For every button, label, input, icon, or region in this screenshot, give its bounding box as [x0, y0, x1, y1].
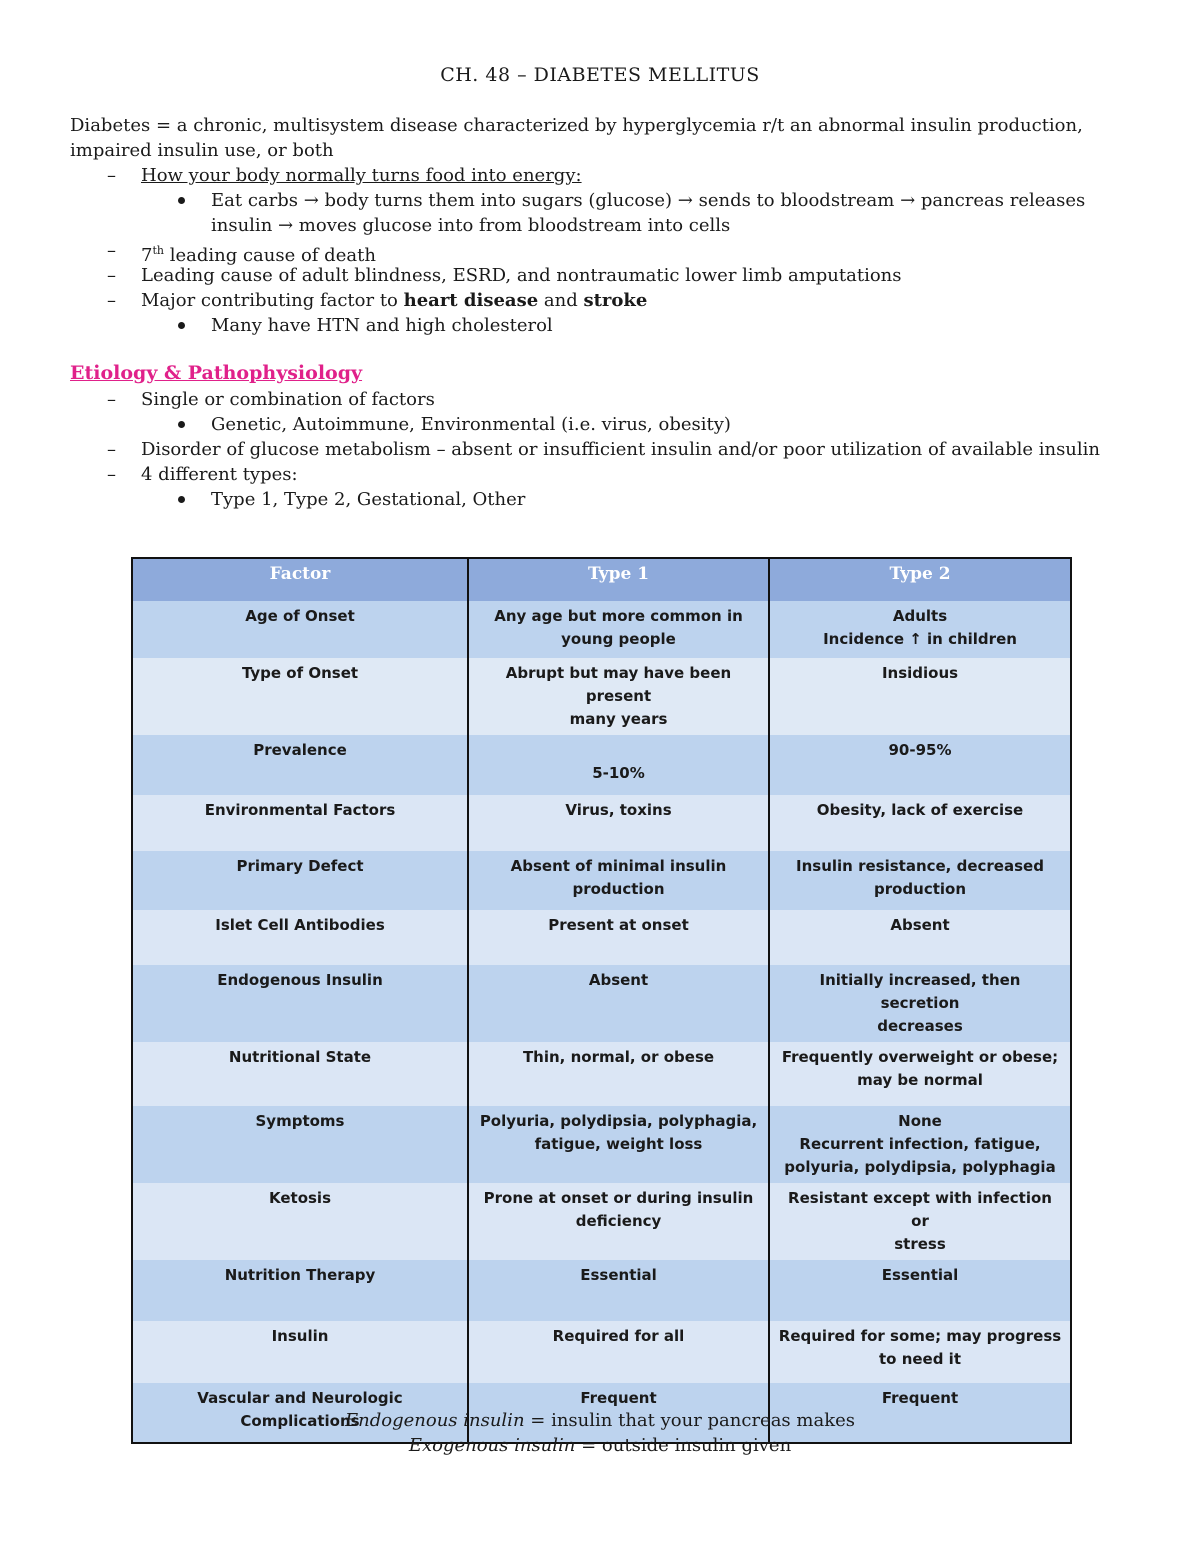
bullet-icon: [178, 421, 185, 428]
leading-rest: leading cause of death: [163, 245, 376, 266]
cell-factor: Nutrition Therapy: [132, 1260, 468, 1321]
dash-marker: –: [107, 165, 116, 186]
cell-type-1: [468, 795, 769, 851]
cell-line: Insidious: [881, 664, 959, 682]
dash-marker: –: [107, 240, 116, 261]
how-body-heading: How your body normally turns food into energy:: [141, 165, 582, 186]
carbs-line-1: Eat carbs → body turns them into sugars (glucose) → sends to bloodstream → pancreas releases: [211, 190, 1086, 211]
etiology-heading: Etiology & Pathophysiology: [70, 362, 363, 384]
cell-type-1: [468, 910, 769, 965]
htn-line: Many have HTN and high cholesterol: [211, 315, 553, 336]
table-row: [132, 795, 1071, 851]
dash-marker: –: [107, 439, 116, 460]
cell-line: Required for all: [552, 1327, 685, 1345]
table-row: [132, 851, 1071, 910]
cell-line: Any age but more common in: [494, 607, 743, 625]
cell-type-2: [769, 658, 1071, 735]
table-row: [132, 1321, 1071, 1383]
bullet-icon: [178, 197, 185, 204]
header-type-2: Type 2: [769, 558, 1071, 601]
cell-line: polyuria, polydipsia, polyphagia: [784, 1158, 1056, 1176]
cell-type-1: [468, 1042, 769, 1106]
cell-line: Absent: [890, 916, 950, 934]
cell-line: production: [572, 880, 665, 898]
cell-line: Absent of minimal insulin: [510, 857, 727, 875]
cell-factor: Ketosis: [132, 1183, 468, 1260]
cell-factor: Islet Cell Antibodies: [132, 910, 468, 965]
bullet-icon: [178, 496, 185, 503]
cell-line: Resistant except with infection or: [788, 1189, 1052, 1230]
cell-line: Essential: [881, 1266, 959, 1284]
cell-line: [477, 739, 760, 762]
leading-number: 7: [141, 245, 153, 266]
table-row: [132, 658, 1071, 735]
cell-line: Prone at onset or during insulin: [483, 1189, 754, 1207]
cell-line: Present at onset: [548, 916, 689, 934]
cell-line: None: [898, 1112, 942, 1130]
disorder-line: Disorder of glucose metabolism – absent or insufficient insulin and/or poor utilization of available insulin: [141, 439, 1101, 460]
cell-factor: Age of Onset: [132, 601, 468, 658]
table-row: [132, 910, 1071, 965]
exogenous-term: Exogenous insulin: [408, 1435, 576, 1456]
cell-type-1: [468, 1106, 769, 1183]
cell-type-1: [468, 965, 769, 1042]
cell-line: Incidence ↑ in children: [823, 630, 1017, 648]
table-header-row: [132, 558, 1071, 601]
cell-factor: Type of Onset: [132, 658, 468, 735]
cell-line: Frequently overweight or obese;: [781, 1048, 1059, 1066]
cell-type-1: [468, 658, 769, 735]
four-types-line: 4 different types:: [141, 464, 298, 485]
cell-line: Recurrent infection, fatigue,: [799, 1135, 1041, 1153]
exogenous-definition: [0, 1433, 1200, 1458]
cell-line: fatigue, weight loss: [534, 1135, 703, 1153]
cell-type-2: [769, 795, 1071, 851]
table-body: [132, 601, 1071, 1443]
major-factor-line: [141, 288, 647, 313]
cell-line: 5-10%: [592, 764, 645, 782]
cell-line: Abrupt but may have been present: [505, 664, 732, 705]
cell-type-2: [769, 910, 1071, 965]
dash-marker: –: [107, 265, 116, 286]
cell-type-2: [769, 851, 1071, 910]
leading-superscript: th: [152, 244, 164, 257]
cell-factor: Symptoms: [132, 1106, 468, 1183]
cell-line: Initially increased, then secretion: [819, 971, 1021, 1012]
cell-line: young people: [561, 630, 676, 648]
endogenous-def: = insulin that your pancreas makes: [524, 1410, 855, 1431]
table-row: [132, 965, 1071, 1042]
cell-type-2: [769, 601, 1071, 658]
cell-type-1: [468, 601, 769, 658]
dash-marker: –: [107, 389, 116, 410]
cell-line: Virus, toxins: [565, 801, 672, 819]
stroke-text: stroke: [583, 290, 648, 311]
cell-factor: Nutritional State: [132, 1042, 468, 1106]
cell-line: Absent: [588, 971, 649, 989]
cell-line: Required for some; may progress: [778, 1327, 1062, 1345]
cell-line: Polyuria, polydipsia, polyphagia,: [479, 1112, 758, 1130]
cell-line: many years: [569, 710, 668, 728]
cell-type-2: [769, 1106, 1071, 1183]
cell-factor: Primary Defect: [132, 851, 468, 910]
cell-type-1: [468, 1321, 769, 1383]
table-row: [132, 735, 1071, 795]
cell-factor: Insulin: [132, 1321, 468, 1383]
endogenous-definition: [0, 1408, 1200, 1433]
dash-marker: –: [107, 290, 116, 311]
cell-type-1: [468, 1260, 769, 1321]
bullet-icon: [178, 322, 185, 329]
cell-line: Adults: [892, 607, 948, 625]
cell-type-2: [769, 1260, 1071, 1321]
cell-line: Thin, normal, or obese: [522, 1048, 715, 1066]
cell-type-1: [468, 1183, 769, 1260]
table-row: [132, 1106, 1071, 1183]
cell-type-2: [769, 735, 1071, 795]
intro-definition: [70, 113, 1150, 163]
cell-line: production: [873, 880, 967, 898]
exogenous-def: = outside insulin given: [575, 1435, 792, 1456]
diabetes-comparison-table: [131, 557, 1072, 1444]
intro-line-1: Diabetes = a chronic, multisystem disease characterized by hyperglycemia r/t an abnormal insulin production,: [70, 115, 1083, 136]
major-mid: and: [538, 290, 584, 311]
cell-line: may be normal: [857, 1071, 983, 1089]
cell-line: Obesity, lack of exercise: [816, 801, 1024, 819]
cell-type-1: [468, 851, 769, 910]
cell-line: Essential: [580, 1266, 657, 1284]
carbs-line-2: insulin → moves glucose into from bloodstream into cells: [211, 215, 731, 236]
cell-type-2: [769, 1321, 1071, 1383]
cell-type-2: [769, 1042, 1071, 1106]
cell-line: Insulin resistance, decreased: [796, 857, 1044, 875]
cell-line: Frequent: [580, 1389, 657, 1407]
header-factor: Factor: [132, 558, 468, 601]
table-row: [132, 1042, 1071, 1106]
cell-line: stress: [894, 1235, 946, 1253]
cell-factor: Vascular and Neurologic Complications: [132, 1383, 468, 1443]
cell-line: 90-95%: [888, 741, 952, 759]
table-row: [132, 1260, 1071, 1321]
cell-factor: Endogenous Insulin: [132, 965, 468, 1042]
cell-type-2: [769, 965, 1071, 1042]
cell-factor: Prevalence: [132, 735, 468, 795]
table-row: [132, 601, 1071, 658]
page-title: CH. 48 – DIABETES MELLITUS: [440, 64, 760, 86]
cell-line: deficiency: [575, 1212, 662, 1230]
types-list-line: Type 1, Type 2, Gestational, Other: [211, 489, 526, 510]
endogenous-term: Endogenous insulin: [345, 1410, 525, 1431]
blindness-line: Leading cause of adult blindness, ESRD, and nontraumatic lower limb amputations: [141, 265, 902, 286]
cell-factor: Environmental Factors: [132, 795, 468, 851]
major-pre: Major contributing factor to: [141, 290, 404, 311]
heart-disease-text: heart disease: [403, 290, 539, 311]
header-type-1: Type 1: [468, 558, 769, 601]
table-row: [132, 1183, 1071, 1260]
cell-line: to need it: [879, 1350, 961, 1368]
cell-line: decreases: [877, 1017, 963, 1035]
cell-type-1: [468, 735, 769, 795]
intro-line-2: impaired insulin use, or both: [70, 140, 334, 161]
cell-type-2: [769, 1183, 1071, 1260]
dash-marker: –: [107, 464, 116, 485]
cell-line: Frequent: [881, 1389, 959, 1407]
single-factors-line: Single or combination of factors: [141, 389, 435, 410]
genetic-line: Genetic, Autoimmune, Environmental (i.e. virus, obesity): [211, 414, 731, 435]
